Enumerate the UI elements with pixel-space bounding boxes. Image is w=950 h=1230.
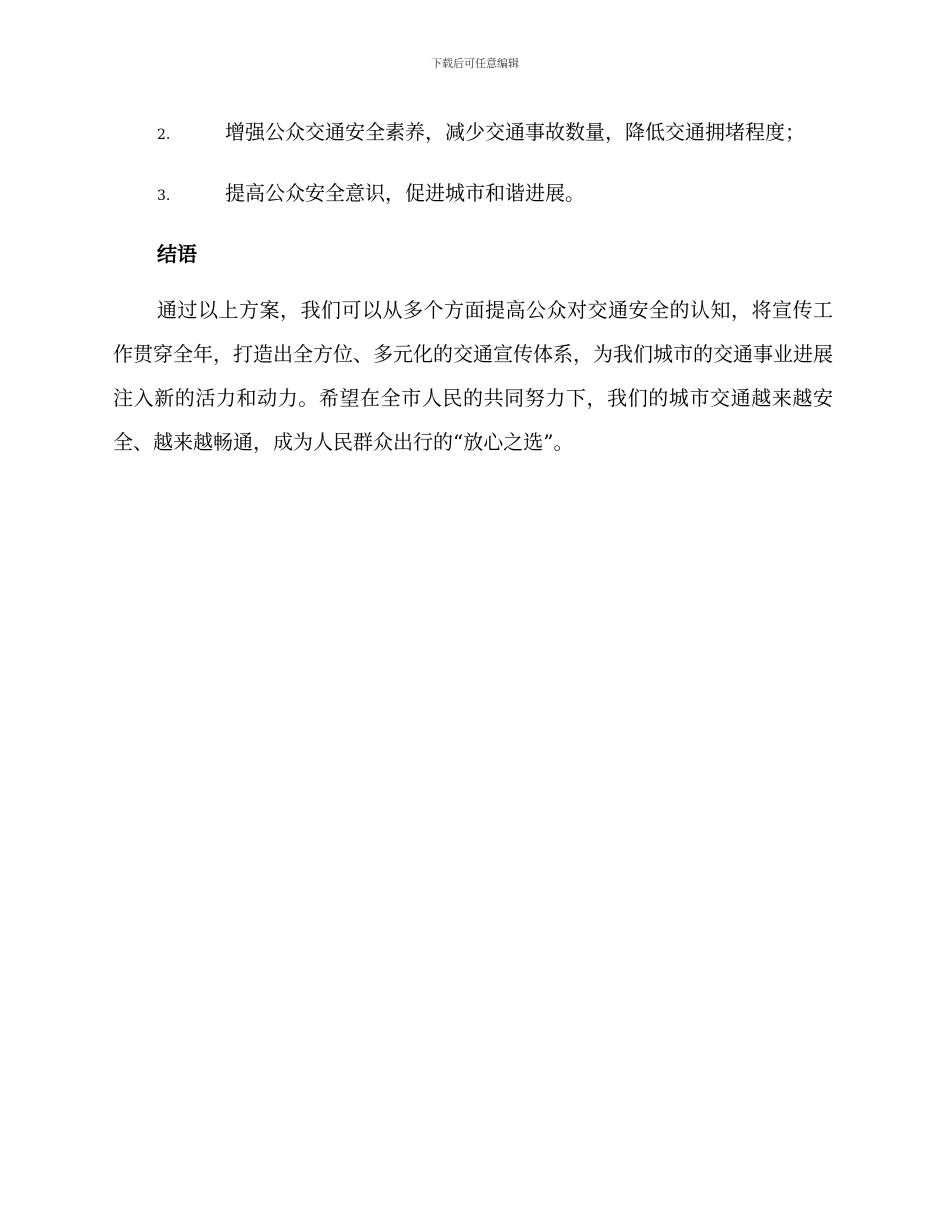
list-item-number: 3. (157, 188, 171, 204)
section-heading: 结语 (157, 242, 197, 266)
conclusion-paragraph: 通过以上方案，我们可以从多个方面提高公众对交通安全的认知，将宣传工作贯穿全年，打造出全方位、多元化的交通宣传体系，为我们城市的交通事业进展注入新的活力和动力。希望在全市人民的共同努力下，我们的城市交通越来越安全、越来越畅通，成为人民群众出行的“放心之选”。 (113, 298, 833, 454)
list-item-text: 增强公众交通安全素养，减少交通事故数量，降低交通拥堵程度； (225, 120, 805, 144)
document-body (113, 110, 833, 464)
list-item-text: 提高公众安全意识，促进城市和谐进展。 (225, 181, 585, 205)
list-item (113, 110, 833, 157)
list-item-number: 2. (157, 127, 171, 143)
page-header: 下载后可任意编辑 (431, 57, 519, 70)
list-item (113, 171, 833, 218)
